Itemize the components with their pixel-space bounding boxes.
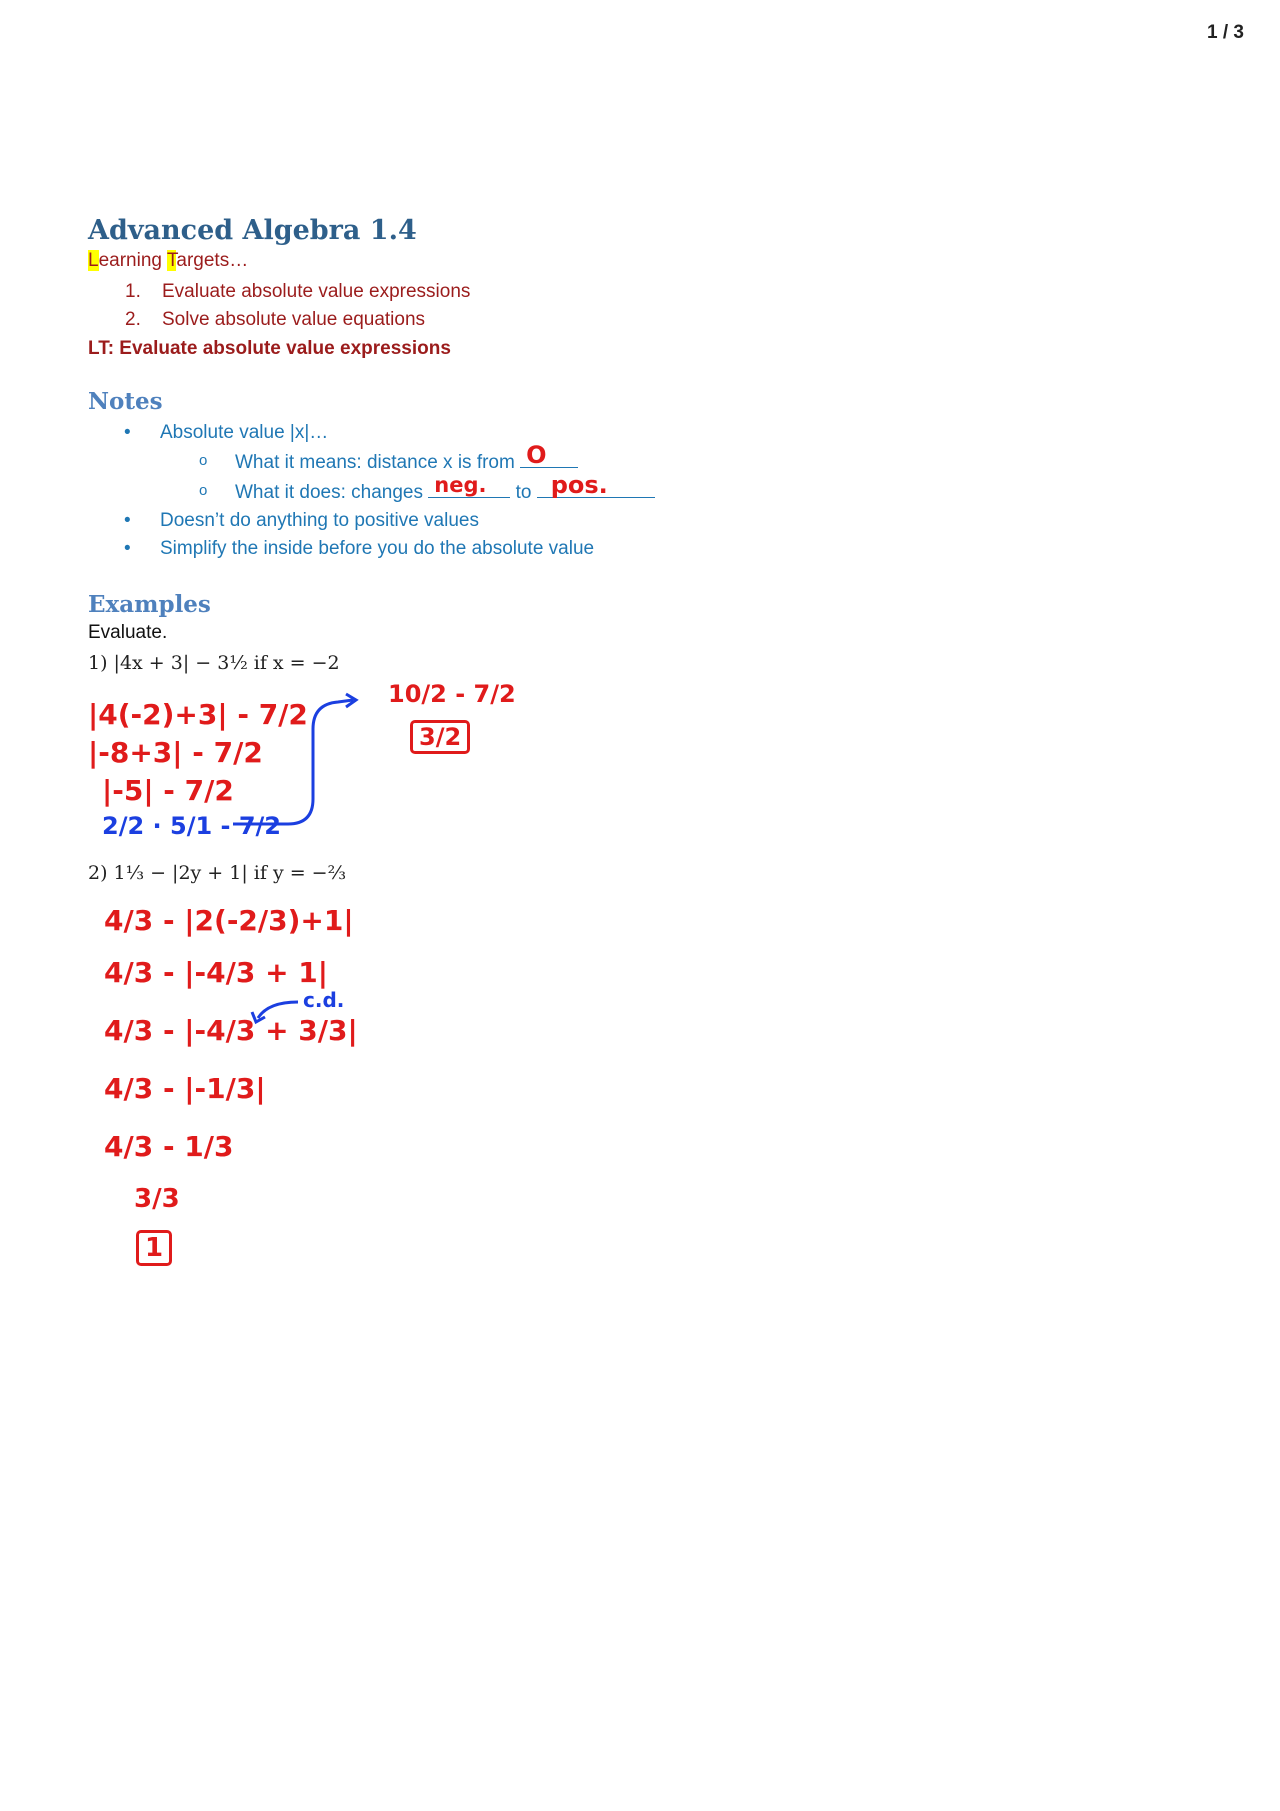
heading-rest: argets…: [176, 250, 249, 271]
work-step: 4/3 - |2(-2/3)+1|: [104, 904, 354, 937]
work-step: 4/3 - |-4/3 + 3/3|: [104, 1014, 358, 1047]
handwritten-answer: neg.: [434, 473, 487, 497]
work-step: |4(-2)+3| - 7/2: [88, 698, 308, 731]
work-step: 2/2 · 5/1 - 7/2: [102, 812, 281, 840]
work-step: 3/3: [134, 1184, 180, 1214]
work-step: |-8+3| - 7/2: [88, 736, 263, 769]
side-step: 10/2 - 7/2: [388, 680, 516, 708]
note-text: What it means: distance x is from: [235, 452, 515, 473]
handwritten-answer: pos.: [550, 471, 608, 499]
work-step: |-5| - 7/2: [102, 774, 234, 807]
instruction: Evaluate.: [88, 622, 168, 643]
fill-blank: [520, 441, 578, 469]
note-bullet: • Absolute value |x|…: [88, 419, 1188, 447]
final-answer: 1: [136, 1230, 172, 1266]
learning-targets-heading: [88, 250, 1188, 272]
note-sub-bullet: [88, 471, 1188, 507]
side-note: c.d.: [303, 988, 345, 1012]
target-num: 2.: [125, 309, 141, 330]
work-step: 4/3 - |-4/3 + 1|: [104, 956, 329, 989]
note-bullet: • Doesn’t do anything to positive values: [88, 507, 1188, 535]
page-title: Advanced Algebra 1.4: [88, 215, 417, 246]
fill-blank: [537, 471, 655, 499]
target-text: Solve absolute value equations: [162, 309, 426, 330]
problem-2: 2) 1⅓ − |2y + 1| if y = −⅔: [88, 862, 347, 884]
learning-targets-list: [88, 278, 1188, 334]
handwritten-answer: O: [526, 441, 547, 469]
target-item: [125, 306, 1188, 334]
target-num: 1.: [125, 281, 141, 302]
heading-mid: earning: [98, 250, 167, 271]
target-text: Evaluate absolute value expressions: [162, 281, 471, 302]
page-number: 1 / 3: [1207, 22, 1244, 43]
problem-1: 1) |4x + 3| − 3½ if x = −2: [88, 652, 340, 674]
fill-blank: [428, 473, 510, 498]
note-text: to: [515, 482, 532, 503]
problem-1-work: [88, 674, 1188, 854]
document-body: [88, 215, 1188, 1324]
highlight-t: T: [166, 250, 177, 271]
work-step: 4/3 - 1/3: [104, 1130, 234, 1163]
note-bullet: • Simplify the inside before you do the absolute value: [88, 535, 1188, 563]
work-step: 4/3 - |-1/3|: [104, 1072, 266, 1105]
note-text: What it does: changes: [235, 482, 423, 503]
note-sub-bullet: [88, 441, 1188, 477]
highlight-l: L: [88, 250, 99, 271]
notes-heading: Notes: [88, 388, 163, 415]
final-answer: 3/2: [410, 720, 470, 754]
problem-2-work: [88, 884, 1188, 1324]
lt-statement: LT: Evaluate absolute value expressions: [88, 338, 451, 359]
target-item: [125, 278, 1188, 306]
examples-heading: Examples: [88, 591, 211, 618]
